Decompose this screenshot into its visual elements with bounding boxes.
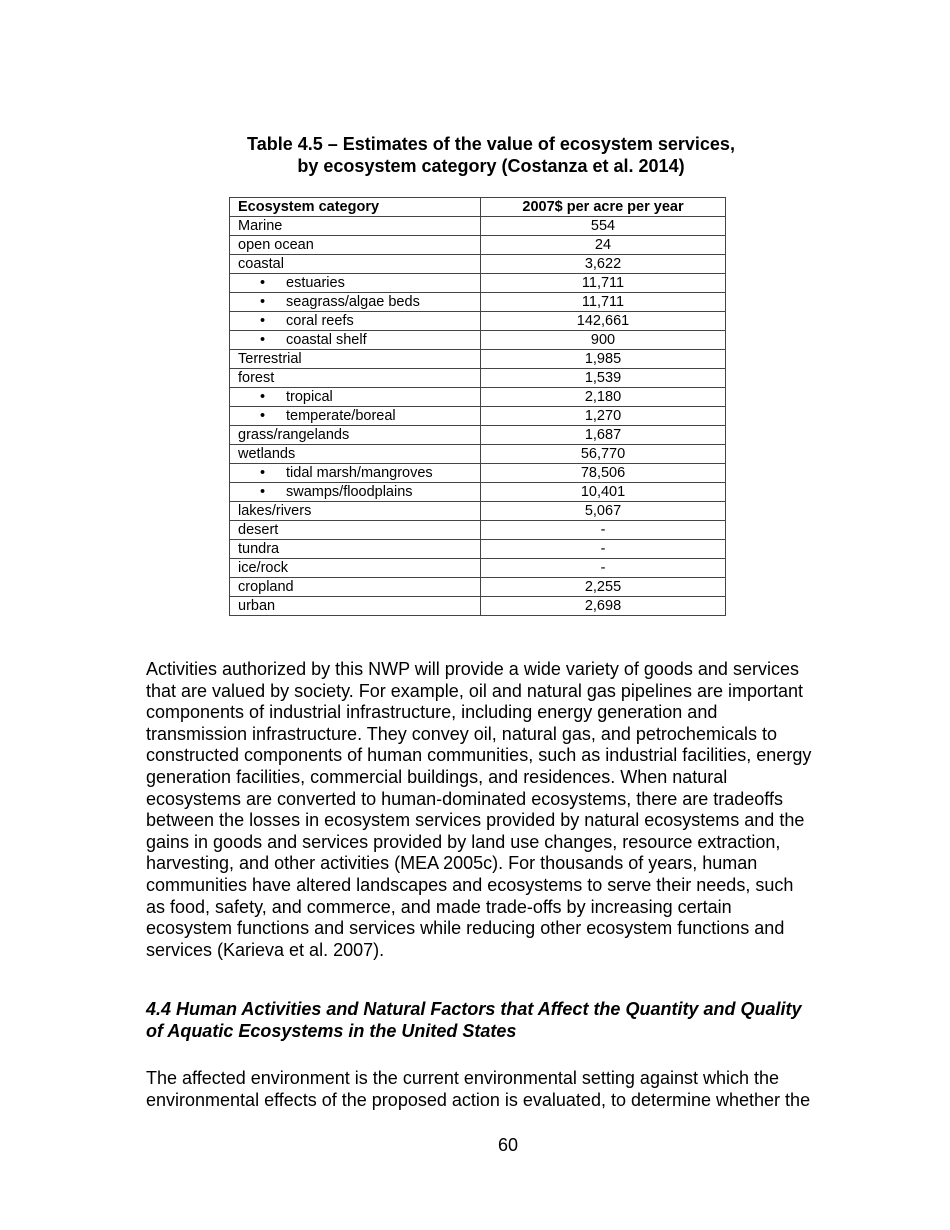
category-cell xyxy=(230,540,481,559)
value-cell: 2,698 xyxy=(481,597,726,616)
category-cell xyxy=(230,369,481,388)
table-title-line: Table 4.5 – Estimates of the value of ecosystem services, xyxy=(247,134,735,154)
table-row xyxy=(230,312,726,331)
text-line: harvesting, and other activities (MEA 2005c). For thousands of years, human xyxy=(146,853,758,874)
table-row xyxy=(230,445,726,464)
header-category: Ecosystem category xyxy=(230,198,481,217)
category-cell xyxy=(230,350,481,369)
table-row xyxy=(230,597,726,616)
category-cell xyxy=(230,426,481,445)
category-label: desert xyxy=(238,522,279,538)
ecosystem-services-table xyxy=(229,197,726,616)
category-cell xyxy=(230,407,481,426)
category-label: open ocean xyxy=(238,237,314,253)
category-label: tropical xyxy=(286,389,333,405)
category-label: tundra xyxy=(238,541,280,557)
table-row xyxy=(230,274,726,293)
category-cell xyxy=(230,559,481,578)
value-cell: 11,711 xyxy=(481,293,726,312)
value-cell: 5,067 xyxy=(481,502,726,521)
category-cell xyxy=(230,312,481,331)
table-row xyxy=(230,407,726,426)
category-cell xyxy=(230,445,481,464)
category-cell xyxy=(230,236,481,255)
category-label: estuaries xyxy=(286,275,345,291)
category-label: coastal shelf xyxy=(286,332,367,348)
bullet-icon: • xyxy=(260,389,266,405)
paragraph-ecosystem-tradeoffs xyxy=(146,659,846,961)
value-cell: 2,180 xyxy=(481,388,726,407)
text-line: between the losses in ecosystem services provided by natural ecosystems and the xyxy=(146,810,805,831)
bullet-icon: • xyxy=(260,294,266,310)
category-label: seagrass/algae beds xyxy=(286,294,420,310)
value-cell: - xyxy=(481,521,726,540)
table-row xyxy=(230,483,726,502)
table-row xyxy=(230,236,726,255)
table-row xyxy=(230,369,726,388)
text-line: of Aquatic Ecosystems in the United States xyxy=(146,1020,517,1041)
text-line: gains in goods and services provided by land use changes, resource extraction, xyxy=(146,831,781,852)
category-label: coral reefs xyxy=(286,313,354,329)
table-row xyxy=(230,217,726,236)
table-row xyxy=(230,521,726,540)
page-number: 60 xyxy=(497,1135,519,1155)
bullet-icon: • xyxy=(260,484,266,500)
paragraph-affected-environment xyxy=(146,1068,846,1111)
table-row xyxy=(230,426,726,445)
category-label: grass/rangelands xyxy=(238,427,350,443)
section-heading xyxy=(146,999,846,1042)
bullet-icon: • xyxy=(260,313,266,329)
category-label: ice/rock xyxy=(238,560,288,576)
value-cell: 1,539 xyxy=(481,369,726,388)
value-cell: 142,661 xyxy=(481,312,726,331)
bullet-icon: • xyxy=(260,465,266,481)
text-line: environmental effects of the proposed action is evaluated, to determine whether the xyxy=(146,1089,811,1110)
category-label: wetlands xyxy=(238,446,296,462)
category-label: Terrestrial xyxy=(238,351,302,367)
category-label: lakes/rivers xyxy=(238,503,312,519)
table-header-row xyxy=(230,198,726,217)
value-cell: 900 xyxy=(481,331,726,350)
category-cell xyxy=(230,502,481,521)
value-cell: 24 xyxy=(481,236,726,255)
table-row xyxy=(230,331,726,350)
category-label: temperate/boreal xyxy=(286,408,396,424)
value-cell: 1,270 xyxy=(481,407,726,426)
value-cell: 1,687 xyxy=(481,426,726,445)
category-cell xyxy=(230,578,481,597)
value-cell: 11,711 xyxy=(481,274,726,293)
bullet-icon: • xyxy=(260,332,266,348)
table-row xyxy=(230,540,726,559)
category-label: swamps/floodplains xyxy=(286,484,413,500)
value-cell: 56,770 xyxy=(481,445,726,464)
category-label: cropland xyxy=(238,579,294,595)
value-cell: 554 xyxy=(481,217,726,236)
text-line: constructed components of human communities, such as industrial facilities, energy xyxy=(146,745,812,766)
text-line: services (Karieva et al. 2007). xyxy=(146,939,385,960)
value-cell: 10,401 xyxy=(481,483,726,502)
text-line: transmission infrastructure. They convey oil, natural gas, and petrochemicals to xyxy=(146,723,777,744)
bullet-icon: • xyxy=(260,275,266,291)
category-label: urban xyxy=(238,598,276,614)
table-row xyxy=(230,388,726,407)
text-line: The affected environment is the current environmental setting against which the xyxy=(146,1068,780,1088)
table-row xyxy=(230,578,726,597)
table-row xyxy=(230,293,726,312)
text-line: 4.4 Human Activities and Natural Factors that Affect the Quantity and Quality xyxy=(146,999,802,1019)
category-cell xyxy=(230,255,481,274)
category-cell xyxy=(230,217,481,236)
table-title-line: by ecosystem category (Costanza et al. 2014) xyxy=(297,156,685,176)
category-cell xyxy=(230,388,481,407)
category-label: forest xyxy=(238,370,275,386)
category-label: Marine xyxy=(238,218,283,234)
table-row xyxy=(230,502,726,521)
text-line: that are valued by society. For example, oil and natural gas pipelines are important xyxy=(146,680,804,701)
category-label: coastal xyxy=(238,256,284,272)
category-cell xyxy=(230,464,481,483)
category-cell xyxy=(230,331,481,350)
value-cell: - xyxy=(481,540,726,559)
table-row xyxy=(230,350,726,369)
bullet-icon: • xyxy=(260,408,266,424)
value-cell: - xyxy=(481,559,726,578)
category-cell xyxy=(230,274,481,293)
category-cell xyxy=(230,597,481,616)
value-cell: 1,985 xyxy=(481,350,726,369)
text-line: components of industrial infrastructure, including energy generation and xyxy=(146,702,718,723)
table-row xyxy=(230,255,726,274)
category-cell xyxy=(230,483,481,502)
header-value: 2007$ per acre per year xyxy=(481,198,726,217)
value-cell: 78,506 xyxy=(481,464,726,483)
category-label: tidal marsh/mangroves xyxy=(286,465,433,481)
category-cell xyxy=(230,293,481,312)
text-line: ecosystems are converted to human-dominated ecosystems, there are tradeoffs xyxy=(146,788,783,809)
text-line: as food, safety, and commerce, and made trade-offs by increasing certain xyxy=(146,896,732,917)
text-line: Activities authorized by this NWP will provide a wide variety of goods and services xyxy=(146,659,799,679)
table-row xyxy=(230,464,726,483)
text-line: ecosystem functions and services while reducing other ecosystem functions and xyxy=(146,918,785,939)
text-line: communities have altered landscapes and ecosystems to serve their needs, such xyxy=(146,874,794,895)
table-row xyxy=(230,559,726,578)
value-cell: 3,622 xyxy=(481,255,726,274)
value-cell: 2,255 xyxy=(481,578,726,597)
text-line: generation facilities, commercial buildings, and residences. When natural xyxy=(146,766,728,787)
table-title xyxy=(200,133,782,177)
category-cell xyxy=(230,521,481,540)
